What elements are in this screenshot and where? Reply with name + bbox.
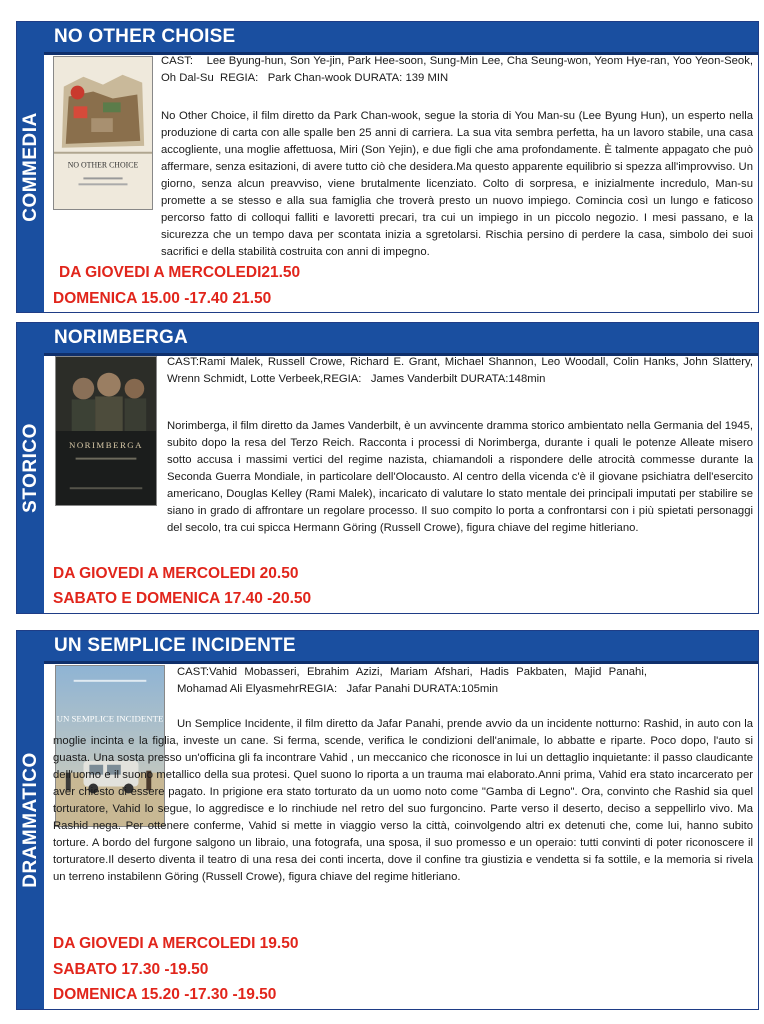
movie-poster — [53, 56, 153, 210]
genre-label: DRAMMATICO — [19, 752, 41, 888]
schedule-line: DA GIOVEDI A MERCOLEDI 20.50 — [53, 565, 299, 582]
schedule-line: SABATO 17.30 -19.50 — [53, 961, 209, 978]
regia-value: James Vanderbilt — [370, 373, 458, 385]
cast-names: Vahid Mobasseri, Ebrahim Azizi, Mariam Afshari, Hadis Pakbaten, Majid Panahi, Mohamad Ali Elyasmehr — [177, 666, 647, 695]
regia-label: REGIA: — [323, 373, 362, 385]
schedule-line: DOMENICA 15.20 -17.30 -19.50 — [53, 986, 277, 1003]
cast-info — [177, 664, 647, 698]
durata-value: 139 MIN — [405, 72, 449, 84]
poster-title: UN SEMPLICE INCIDENTE — [56, 713, 164, 724]
poster-title: NORIMBERGA — [69, 439, 143, 450]
genre-bar — [17, 631, 44, 1009]
schedule-line: DA GIOVEDI A MERCOLEDI 19.50 — [53, 935, 299, 952]
genre-bar — [17, 22, 44, 312]
durata-label: DURATA: — [413, 683, 462, 695]
movie-poster — [55, 356, 157, 506]
poster-title: NO OTHER CHOICE — [67, 160, 139, 170]
regia-value: Park Chan-wook — [267, 72, 352, 84]
film-title: UN SEMPLICE INCIDENTE — [44, 631, 758, 661]
cast-names: Lee Byung-hun, Son Ye-jin, Park Hee-soon, Sung-Min Lee, Cha Seung-won, Yeom Hye-ran, Yoo Yeon-Seok, Oh Dal-Su — [161, 55, 754, 84]
schedule-line: DOMENICA 15.00 -17.40 21.50 — [53, 290, 272, 307]
durata-label: DURATA: — [460, 373, 509, 385]
schedule-line: SABATO E DOMENICA 17.40 -20.50 — [53, 590, 312, 607]
cast-info — [161, 53, 753, 87]
genre-bar — [17, 323, 44, 613]
cast-names: Rami Malek, Russell Crowe, Richard E. Grant, Michael Shannon, Leo Woodall, Colin Hanks, John Slattery, Wrenn Schmidt, Lotte Verbeek, — [167, 356, 753, 385]
regia-value: Jafar Panahi — [346, 683, 410, 695]
genre-label: COMMEDIA — [19, 112, 41, 222]
plot-text: No Other Choice, il film diretto da Park Chan-wook, segue la storia di You Man-su (Lee Byung Hun), un esperto nella produzione di carta con alle spalle ben 25 anni di carriera. La sua vita sembra perfetta, ha un lavoro stabile, una casa accogliente, una moglie affettuosa, Miri (Son Yejin), e due figli che ama profondamente. È talmente appagato che può affermare, senza esitazioni, di avere tutto ciò che desidera.Ma questo apparente equilibrio si spezza all'improvviso. Un giorno, senza alcun preavviso, viene brutalmente licenziato. Colto di sorpresa, e inizialmente incredulo, Man-su promette a se stesso e alla sua famiglia che troverà presto un nuovo impiego. Comincia così un lungo e faticoso percorso fatto di colloqui falliti e lavoretti precari, tra cui un impiego in un piccolo negozio. I mesi passano, e la sicurezza che un tempo dava per scontata inizia a sgretolarsi. Rischia persino di perdere la casa, simbolo dei suoi sacrifici e della stabilità costruita con anni di impegno. — [161, 110, 753, 258]
regia-label: REGIA: — [220, 72, 259, 84]
cast-label: CAST: — [177, 666, 210, 678]
regia-label: REGIA: — [298, 683, 338, 695]
cast-info — [167, 354, 753, 388]
cast-label: CAST: — [167, 356, 200, 368]
genre-label: STORICO — [19, 423, 41, 513]
cast-label: CAST: — [161, 55, 194, 67]
film-title: NO OTHER CHOISE — [44, 22, 758, 52]
film-card-no-other-choise — [16, 21, 759, 313]
durata-value: 105min — [461, 683, 499, 695]
durata-value: 148min — [508, 373, 546, 385]
durata-label: DURATA: — [354, 72, 403, 84]
schedule-line: DA GIOVEDI A MERCOLEDI21.50 — [59, 264, 301, 281]
film-title: NORIMBERGA — [44, 323, 758, 353]
film-card-un-semplice-incidente — [16, 630, 759, 1010]
plot-text: Norimberga, il film diretto da James Vanderbilt, è un avvincente dramma storico ambientato nella Germania del 1945, subito dopo la resa del Terzo Reich. Racconta i processi di Norimberga, durante i quali le potenze Alleate misero sotto accusa i massimi vertici del regime nazista, chiamandoli a rispondere delle atrocità commesse durante la Seconda Guerra Mondiale, in particolare dell'Olocausto. Al centro della vicenda c'è il giovane psichiatra dell'esercito americano, Douglas Kelley (Rami Malek), incaricato di valutare lo stato mentale dei principali imputati per stabilire se siano in grado di affrontare un regolare processo. Il suo compito lo porta a confrontarsi con i più spietati personaggi del secolo, tra cui spicca Hermann Göring (Russell Crowe), figura chiave del regime hitleriano. — [167, 420, 753, 534]
plot-text: Un Semplice Incidente, il film diretto da Jafar Panahi, prende avvio da un incidente notturno: Rashid, in auto con la moglie incinta e la figlia, investe un cane. Si ferma, scende, verifica le condizioni dell'animale, lo abbatte e riparte. Poco dopo, l'auto si guasta. Una sosta presso un'officina gli fa incontrare Vahid , un meccanico che riconosce in lui un dettaglio inquietante: il passo claudicante dell'uomo e il suono metallico della sua protesi. Quel suono lo riporta a un trauma mai elaborato.Anni prima, Vahid era stato incarcerato per aver chiesto di essere pagato. In prigione era stato torturato da un uomo noto come "Gamba di Legno". Ora, convinto che Rashid sia quel torturatore, Vahid lo segue, lo aggredisce e lo rinchiude nel retro del suo furgoncino. Parte verso il deserto, deciso a seppellirlo vivo. Ma Rashid nega. Per ottenere conferme, Vahid si mette in viaggio verso la città, coinvolgendo altri ex detenuti che, come lui, hanno subito torture. A bordo del furgone salgono un libraio, una fotografa, una sposa, il suo promesso e un operaio: tutti convinti di poter riconoscere il torturatore.Il deserto diventa il teatro di una resa dei conti incerta, dove il confine tra giustizia e vendetta si fa sottile, e la memoria si rivela un terreno instabilenn Göring (Russell Crowe), figura chiave del regime hitleriano. — [53, 718, 753, 883]
film-card-norimberga — [16, 322, 759, 614]
